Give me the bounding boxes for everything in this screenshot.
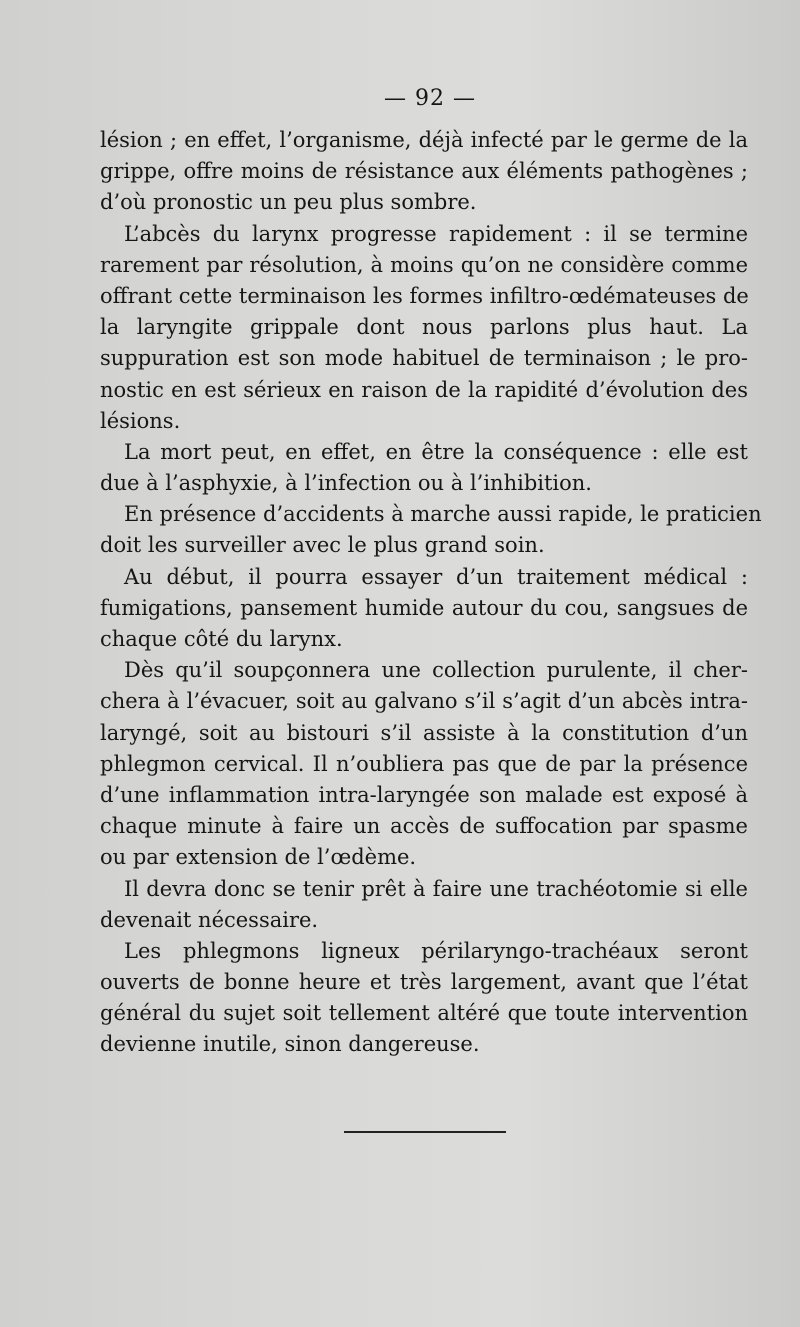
text-line: la laryngite grippale dont nous parlons plus haut. La	[100, 315, 748, 340]
text-line: phlegmon cervical. Il n’oubliera pas que de par la présence	[100, 751, 748, 776]
text-line: fumigations, pansement humide autour du cou, sangsues de	[100, 595, 748, 620]
text-line: d’où pronostic un peu plus sombre.	[100, 190, 477, 215]
paragraph	[100, 874, 748, 936]
text-line: nostic en est sérieux en raison de la rapidité d’évolution des	[100, 377, 748, 402]
text-line: Il devra donc se tenir prêt à faire une trachéotomie si elle	[124, 876, 748, 901]
text-line: laryngé, soit au bistouri s’il assiste à la constitution d’un	[100, 720, 748, 745]
text-line: général du sujet soit tellement altéré que toute intervention	[100, 1001, 748, 1026]
text-line: suppuration est son mode habituel de terminaison ; le pro-	[100, 346, 748, 371]
body-text	[100, 125, 762, 1061]
text-line: grippe, offre moins de résistance aux éléments pathogènes ;	[100, 159, 748, 184]
paragraph	[100, 125, 748, 219]
text-line: Au début, il pourra essayer d’un traitement médical :	[124, 564, 748, 589]
text-line: ou par extension de l’œdème.	[100, 845, 417, 870]
text-line: ouverts de bonne heure et très largement, avant que l’état	[100, 970, 748, 995]
text-line: d’une inflammation intra-laryngée son malade est exposé à	[100, 782, 748, 807]
paragraph	[100, 437, 748, 499]
paragraph	[100, 499, 762, 561]
paragraph	[100, 562, 748, 656]
text-line: devenait nécessaire.	[100, 907, 319, 932]
end-rule	[344, 1131, 506, 1133]
text-line: rarement par résolution, à moins qu’on ne considère comme	[100, 252, 748, 277]
text-line: chaque minute à faire un accès de suffocation par spasme	[100, 814, 748, 839]
text-line: chaque côté du larynx.	[100, 627, 343, 651]
text-line: lésions.	[100, 408, 181, 433]
paragraph	[100, 936, 748, 1061]
text-line: lésion ; en effet, l’organisme, déjà infecté par le germe de la	[100, 128, 748, 152]
text-line: L’abcès du larynx progresse rapidement : il se termine	[124, 221, 748, 246]
text-line: offrant cette terminaison les formes infiltro-œdémateuses de	[100, 283, 749, 308]
text-line: devienne inutile, sinon dangereuse.	[100, 1032, 480, 1057]
text-line: due à l’asphyxie, à l’infection ou à l’inhibition.	[100, 471, 592, 496]
page-number: — 92 —	[384, 86, 476, 111]
paragraph	[100, 219, 748, 437]
text-line: En présence d’accidents à marche aussi rapide, le praticien	[124, 502, 762, 527]
text-line: La mort peut, en effet, en être la conséquence : elle est	[124, 439, 748, 464]
text-line: chera à l’évacuer, soit au galvano s’il s’agit d’un abcès intra-	[100, 689, 748, 714]
text-line: doit les surveiller avec le plus grand soin.	[100, 533, 545, 558]
paragraph	[100, 655, 748, 873]
text-line: Dès qu’il soupçonnera une collection purulente, il cher-	[124, 658, 748, 683]
text-line: Les phlegmons ligneux périlaryngo-trachéaux seront	[124, 938, 748, 963]
